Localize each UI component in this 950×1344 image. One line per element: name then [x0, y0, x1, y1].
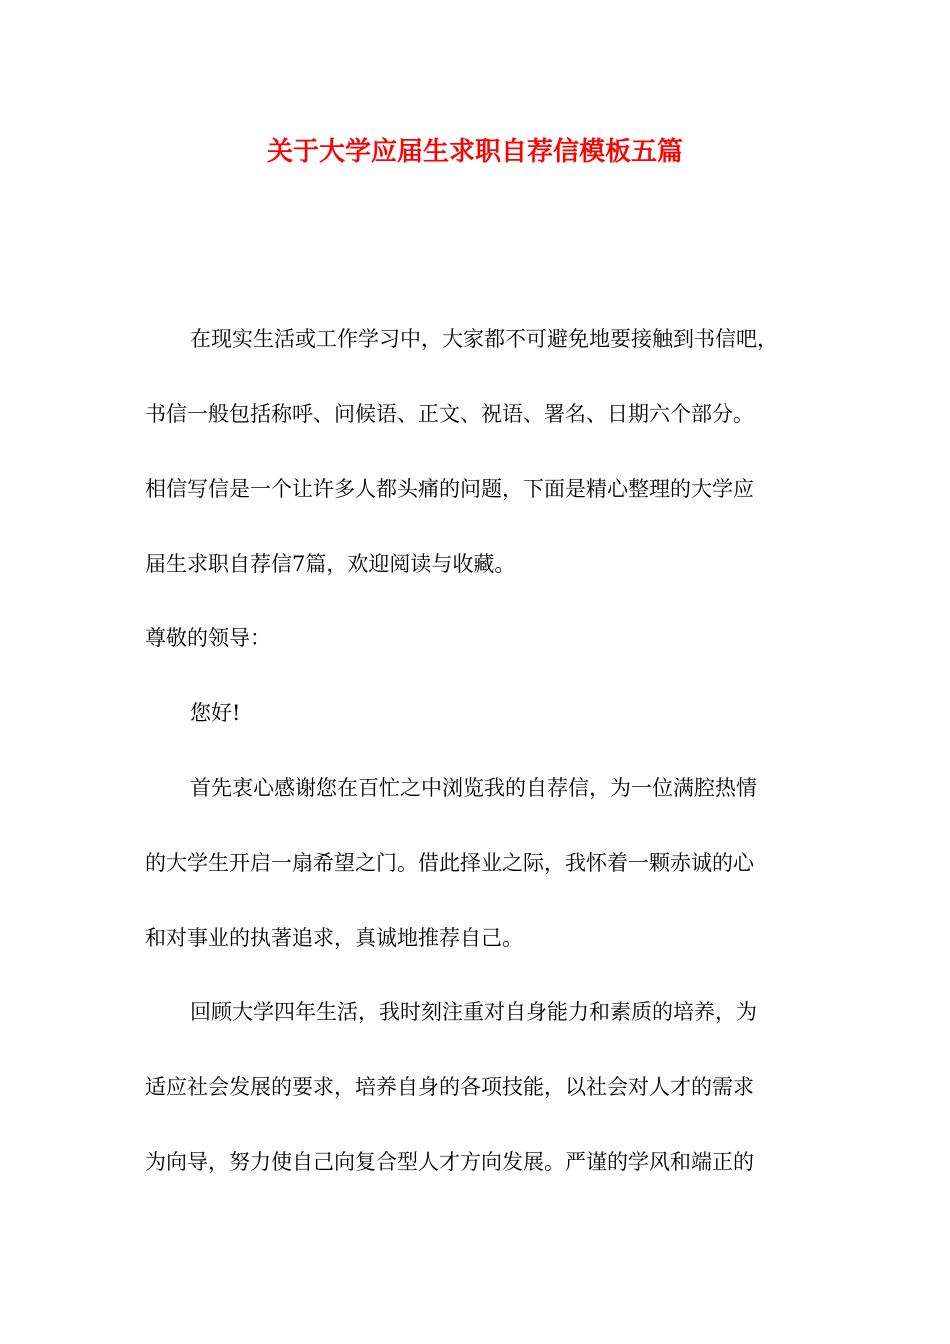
paragraph-line: 相信写信是一个让许多人都头痛的问题，下面是精心整理的大学应 — [145, 477, 754, 501]
document-title: 关于大学应届生求职自荐信模板五篇 — [266, 137, 683, 167]
paragraph-line: 首先衷心感谢您在百忙之中浏览我的自荐信，为一位满腔热情 — [190, 776, 757, 800]
paragraph-line: 适应社会发展的要求，培养自身的各项技能，以社会对人才的需求 — [145, 1075, 754, 1099]
salutation-line: 尊敬的领导： — [145, 626, 271, 650]
paragraph-line: 届生求职自荐信7篇，欢迎阅读与收藏。 — [145, 552, 516, 576]
paragraph-line: 为向导，努力使自己向复合型人才方向发展。严谨的学风和端正的 — [145, 1150, 754, 1174]
paragraph-line: 在现实生活或工作学习中，大家都不可避免地要接触到书信吧， — [190, 327, 778, 351]
paragraph-line: 回顾大学四年生活，我时刻注重对自身能力和素质的培养，为 — [190, 1000, 757, 1024]
paragraph-line: 书信一般包括称呼、问候语、正文、祝语、署名、日期六个部分。 — [145, 402, 754, 426]
paragraph-line: 和对事业的执著追求，真诚地推荐自己。 — [145, 926, 523, 950]
paragraph-line: 的大学生开启一扇希望之门。借此择业之际，我怀着一颗赤诚的心 — [145, 851, 754, 875]
greeting-line: 您好! — [190, 701, 241, 725]
